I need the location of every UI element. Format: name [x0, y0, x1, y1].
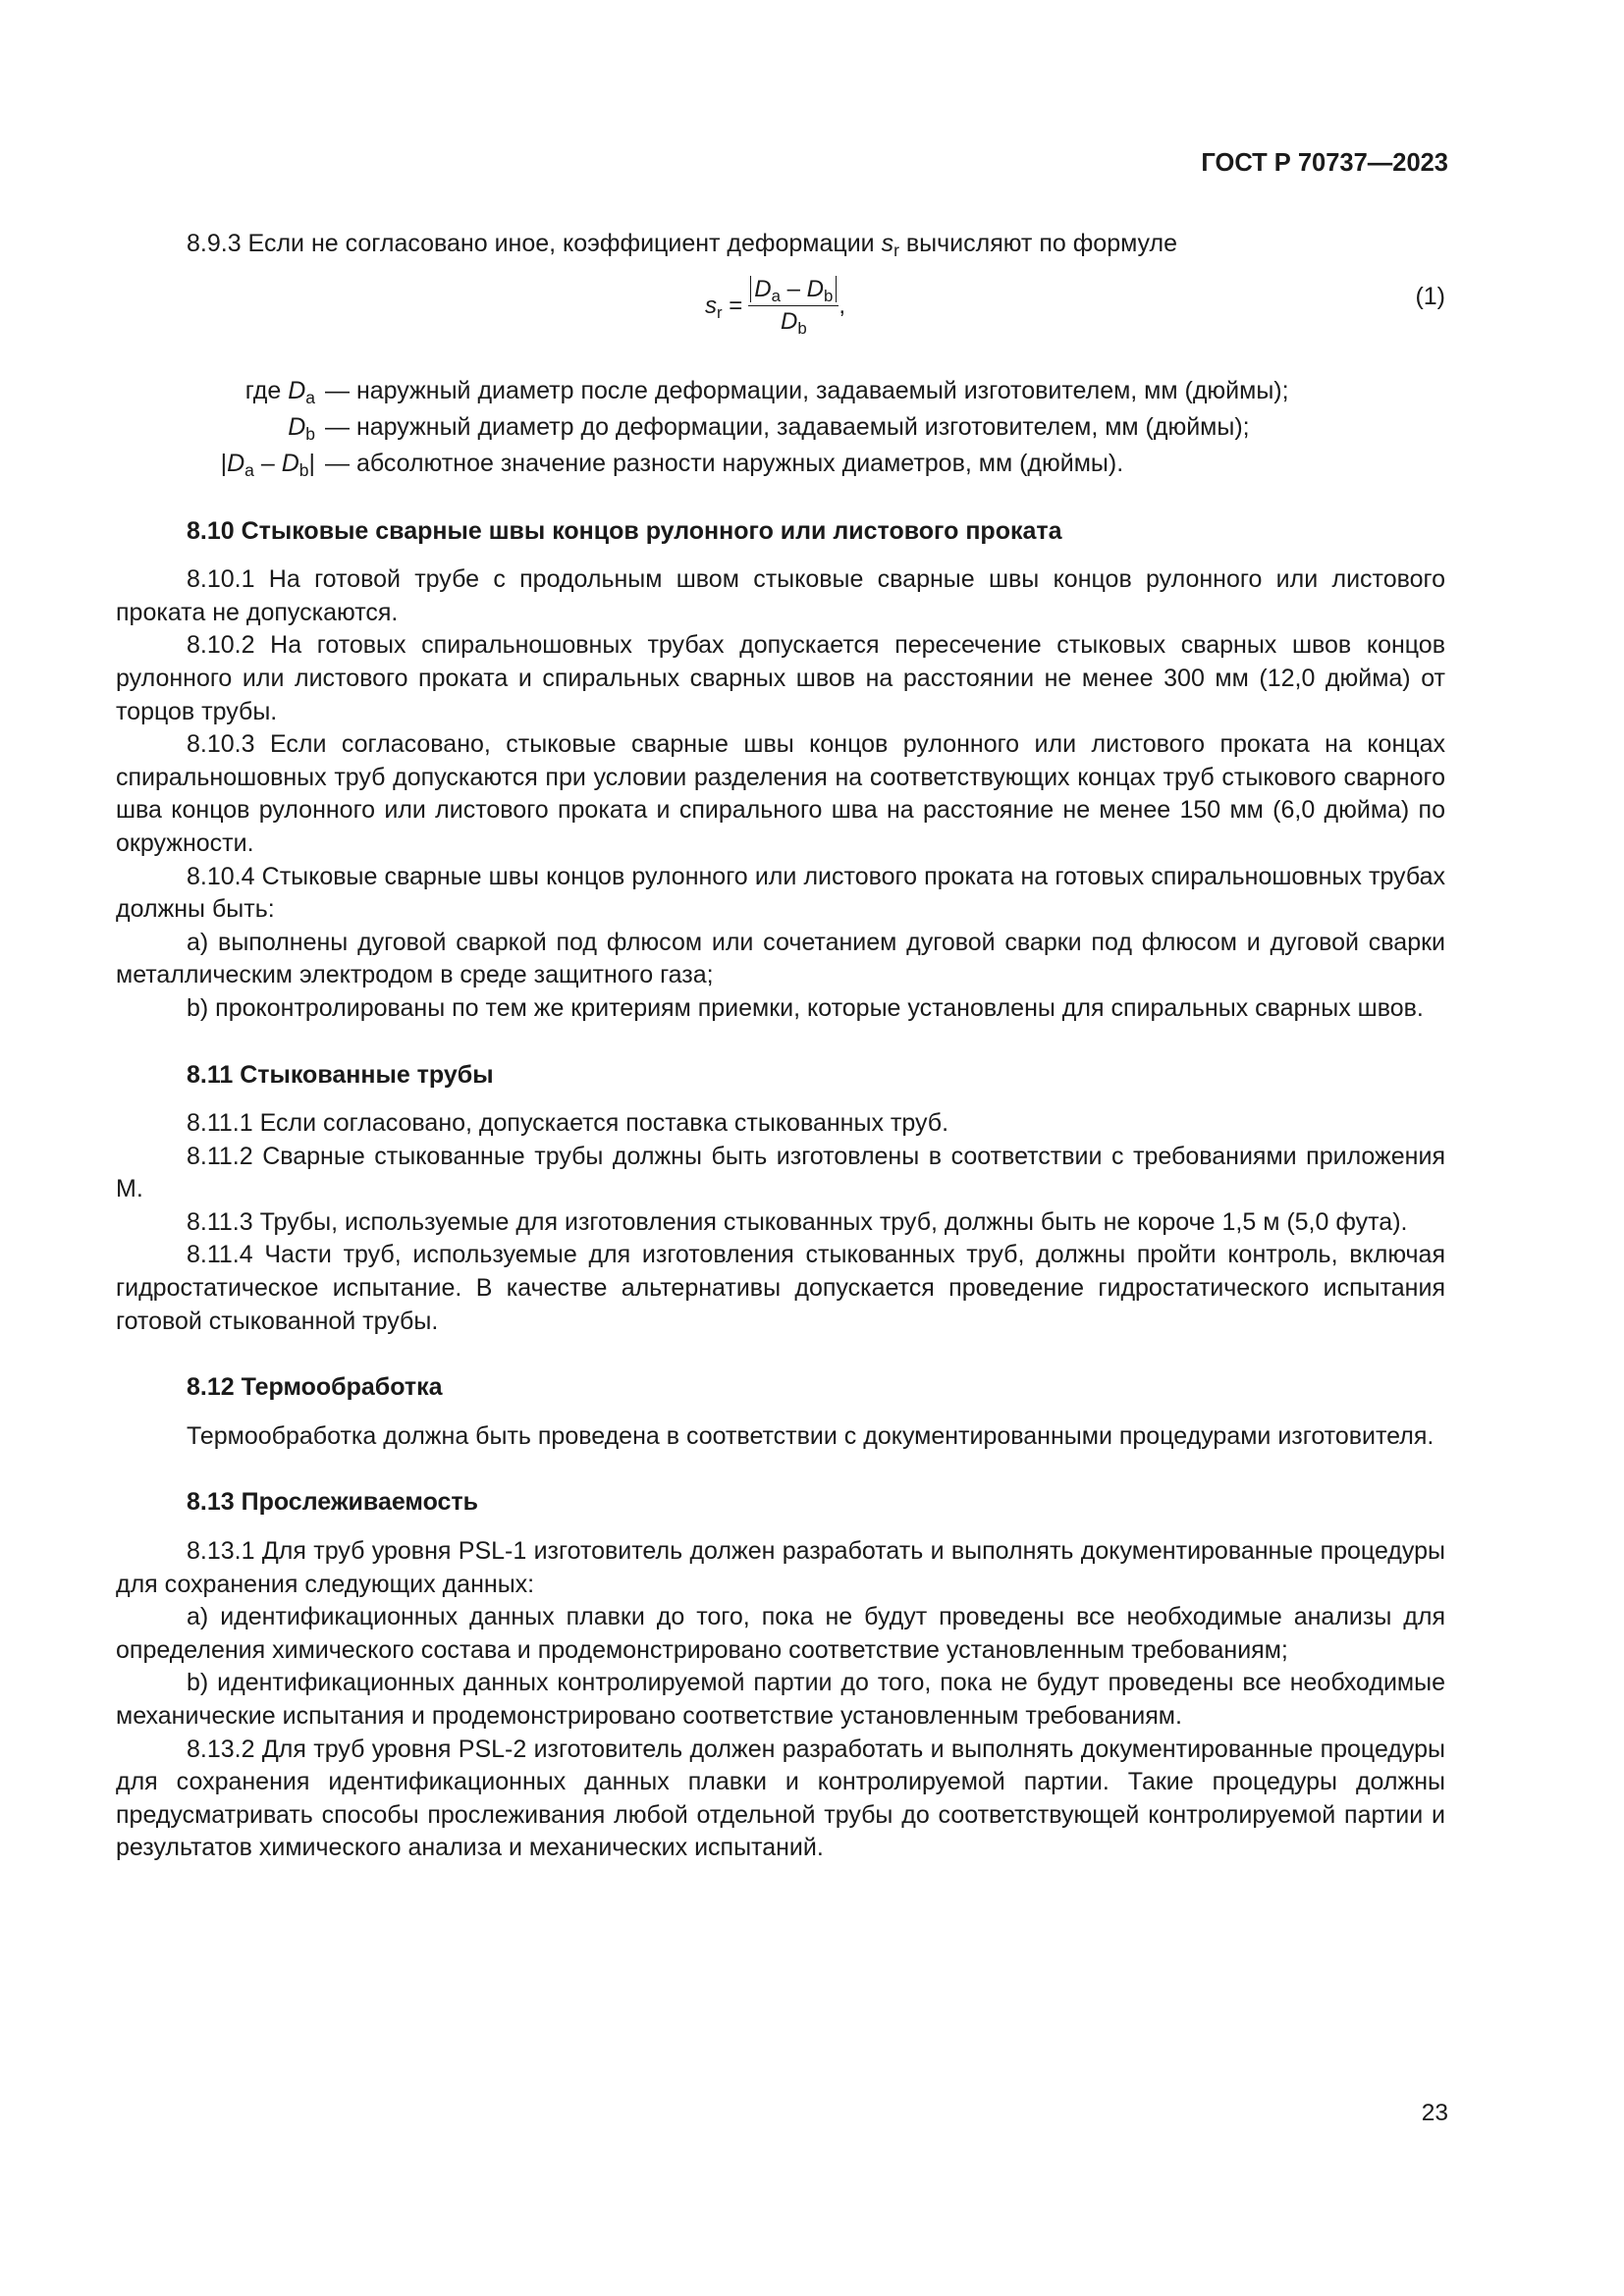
legend-row	[116, 373, 1445, 409]
clause-8-11-4: 8.11.4 Части труб, используемые для изготовления стыкованных труб, должны пройти контроль, включая гидростатическое испытание. В качестве альтернативы допускается проведение гидростатического испытания готовой стыкованной трубы.	[116, 1241, 1445, 1335]
list-item: b) проконтролированы по тем же критериям приемки, которые установлены для спиральных сварных швов.	[187, 993, 1424, 1022]
formula-number: (1)	[1415, 282, 1445, 310]
formula-comma: ,	[839, 292, 846, 319]
list-item: b) идентификационных данных контролируемой партии до того, пока не будут проведены все необходимые механические испытания и продемонстрировано соответствие установленным требованиям.	[116, 1669, 1445, 1730]
formula-denominator: $D_b$	[780, 307, 807, 338]
legend-row	[116, 446, 1445, 482]
legend-definition: — абсолютное значение разности наружных диаметров, мм (дюймы).	[325, 449, 1124, 477]
section-heading-8-10: 8.10 Стыковые сварные швы концов рулонного или листового проката	[187, 516, 1062, 545]
clause-8-13-2: 8.13.2 Для труб уровня PSL-2 изготовитель должен разработать и выполнять документированные процедуры для сохранения идентификационных данных плавки и контролируемой партии. Такие процедуры должны предусматривать способы прослеживания любой отдельной трубы до соответствующей контролируемой партии и результатов химического анализа и механических испытаний.	[116, 1735, 1445, 1862]
page-number: 23	[1421, 2100, 1448, 2126]
clause-8-11-2: 8.11.2 Сварные стыкованные трубы должны быть изготовлены в соответствии с требованиями приложения М.	[116, 1142, 1445, 1203]
formula-lhs: $s_r$ =	[705, 292, 743, 322]
clause-8-11-3: 8.11.3 Трубы, используемые для изготовления стыкованных труб, должны быть не короче 1,5 м (5,0 фута).	[187, 1207, 1408, 1236]
section-heading-8-13: 8.13 Прослеживаемость	[187, 1488, 479, 1517]
clause-8-11-1: 8.11.1 Если согласовано, допускается поставка стыкованных труб.	[187, 1109, 949, 1138]
legend-symbol: $D_b$	[288, 412, 315, 444]
clause-8-13-1: 8.13.1 Для труб уровня PSL-1 изготовитель должен разработать и выполнять документированные процедуры для сохранения следующих данных:	[116, 1537, 1445, 1598]
document-header: ГОСТ Р 70737—2023	[1201, 149, 1448, 177]
clause-8-10-2: 8.10.2 На готовых спиральношовных трубах допускается пересечение стыковых сварных швов концов рулонного или листового проката и спиральных сварных швов на расстоянии не менее 300 мм (12,0 дюйма) от торцов трубы.	[116, 631, 1445, 725]
section-heading-8-11: 8.11 Стыкованные трубы	[187, 1060, 494, 1089]
legend-row	[116, 409, 1445, 446]
page-content	[116, 228, 1445, 1865]
clause-8-10-3: 8.10.3 Если согласовано, стыковые сварные швы концов рулонного или листового проката на концах спиральношовных труб допускаются при условии разделения на соответствующих концах труб стыкового сварного шва концов рулонного или листового проката и спирального шва на расстояние не менее 150 мм (6,0 дюйма) по окружности.	[116, 730, 1445, 857]
legend-symbol: где $D_a$	[244, 376, 315, 407]
formula-1	[116, 275, 1445, 359]
legend-symbol: $|D_a - D_b|$	[220, 449, 315, 480]
list-item: а) выполнены дуговой сваркой под флюсом или сочетанием дуговой сварки под флюсом и дуговой сварки металлическим электродом в среде защитного газа;	[116, 928, 1445, 989]
clause-8-10-1: 8.10.1 На готовой трубе с продольным швом стыковые сварные швы концов рулонного или листового проката не допускаются.	[116, 565, 1445, 626]
legend-definition: — наружный диаметр до деформации, задаваемый изготовителем, мм (дюймы);	[325, 412, 1250, 441]
formula-expression	[705, 275, 845, 338]
clause-8-12: Термообработка должна быть проведена в соответствии с документированными процедурами изготовителя.	[187, 1421, 1435, 1450]
section-heading-8-12: 8.12 Термообработка	[187, 1373, 443, 1402]
formula-numerator: $D_a - D_b$	[748, 275, 839, 306]
clause-8-9-3: 8.9.3 Если не согласовано иное, коэффициент деформации $s_r$ вычисляют по формуле	[187, 230, 1178, 260]
formula-legend	[116, 373, 1445, 482]
clause-8-10-4: 8.10.4 Стыковые сварные швы концов рулонного или листового проката на готовых спиральношовных трубах должны быть:	[116, 862, 1445, 924]
list-item: а) идентификационных данных плавки до того, пока не будут проведены все необходимые анализы для определения химического состава и продемонстрировано соответствие установленным требованиям;	[116, 1603, 1445, 1664]
formula-fraction	[748, 275, 839, 338]
legend-definition: — наружный диаметр после деформации, задаваемый изготовителем, мм (дюймы);	[325, 376, 1289, 404]
